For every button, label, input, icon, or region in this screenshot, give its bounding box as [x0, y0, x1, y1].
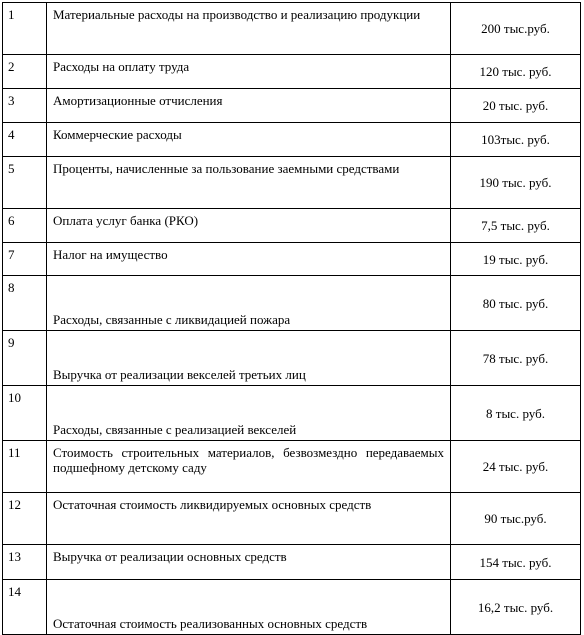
table-row	[3, 580, 581, 635]
row-description	[47, 3, 451, 55]
table-row	[3, 386, 581, 441]
row-description	[47, 441, 451, 493]
table-row	[3, 545, 581, 580]
row-number: 8	[3, 276, 47, 331]
row-number: 3	[3, 89, 47, 123]
row-description-text: Коммерческие расходы	[53, 127, 182, 142]
row-description-text: Налог на имущество	[53, 247, 168, 262]
row-description	[47, 580, 451, 635]
row-description	[47, 123, 451, 157]
expenses-table	[2, 2, 581, 635]
row-amount: 190 тыс. руб.	[451, 157, 581, 209]
row-amount: 20 тыс. руб.	[451, 89, 581, 123]
row-amount: 80 тыс. руб.	[451, 276, 581, 331]
row-amount: 120 тыс. руб.	[451, 55, 581, 89]
row-description-text: Выручка от реализации основных средств	[53, 549, 287, 564]
row-amount: 154 тыс. руб.	[451, 545, 581, 580]
row-description-text: Расходы, связанные с ликвидацией пожара	[53, 312, 291, 327]
row-description-text: Остаточная стоимость ликвидируемых основных средств	[53, 497, 372, 512]
row-number: 9	[3, 331, 47, 386]
table-row	[3, 276, 581, 331]
row-description	[47, 386, 451, 441]
row-amount: 19 тыс. руб.	[451, 243, 581, 276]
table-row	[3, 55, 581, 89]
row-description-text: Оплата услуг банка (РКО)	[53, 213, 199, 228]
row-description-text: Проценты, начисленные за пользование заемными средствами	[53, 161, 400, 176]
row-description	[47, 157, 451, 209]
row-number: 13	[3, 545, 47, 580]
row-description	[47, 276, 451, 331]
table-row	[3, 493, 581, 545]
row-description-text: Расходы, связанные с реализацией векселей	[53, 422, 297, 437]
row-number: 14	[3, 580, 47, 635]
table-row	[3, 209, 581, 243]
row-description	[47, 493, 451, 545]
row-description	[47, 545, 451, 580]
row-description-text: Остаточная стоимость реализованных основных средств	[53, 616, 368, 631]
row-description-text: Амортизационные отчисления	[53, 93, 223, 108]
table-row	[3, 3, 581, 55]
row-description-text: Стоимость строительных материалов, безвозмездно передаваемых подшефному детскому саду	[53, 445, 444, 475]
row-number: 11	[3, 441, 47, 493]
row-amount: 90 тыс.руб.	[451, 493, 581, 545]
table-row	[3, 243, 581, 276]
row-description	[47, 209, 451, 243]
row-amount: 78 тыс. руб.	[451, 331, 581, 386]
row-number: 12	[3, 493, 47, 545]
row-number: 2	[3, 55, 47, 89]
row-description-text: Выручка от реализации векселей третьих лиц	[53, 367, 306, 382]
row-amount: 200 тыс.руб.	[451, 3, 581, 55]
row-number: 10	[3, 386, 47, 441]
row-number: 4	[3, 123, 47, 157]
row-amount: 103тыс. руб.	[451, 123, 581, 157]
table-row	[3, 157, 581, 209]
row-description	[47, 331, 451, 386]
row-description-text: Расходы на оплату труда	[53, 59, 190, 74]
table-row	[3, 89, 581, 123]
row-amount: 16,2 тыс. руб.	[451, 580, 581, 635]
table-row	[3, 331, 581, 386]
row-description	[47, 55, 451, 89]
row-description	[47, 243, 451, 276]
row-description-text: Материальные расходы на производство и реализацию продукции	[53, 7, 421, 22]
row-number: 5	[3, 157, 47, 209]
row-number: 7	[3, 243, 47, 276]
table-row	[3, 441, 581, 493]
row-description	[47, 89, 451, 123]
row-amount: 7,5 тыс. руб.	[451, 209, 581, 243]
row-number: 6	[3, 209, 47, 243]
table-row	[3, 123, 581, 157]
row-amount: 8 тыс. руб.	[451, 386, 581, 441]
row-number: 1	[3, 3, 47, 55]
row-amount: 24 тыс. руб.	[451, 441, 581, 493]
